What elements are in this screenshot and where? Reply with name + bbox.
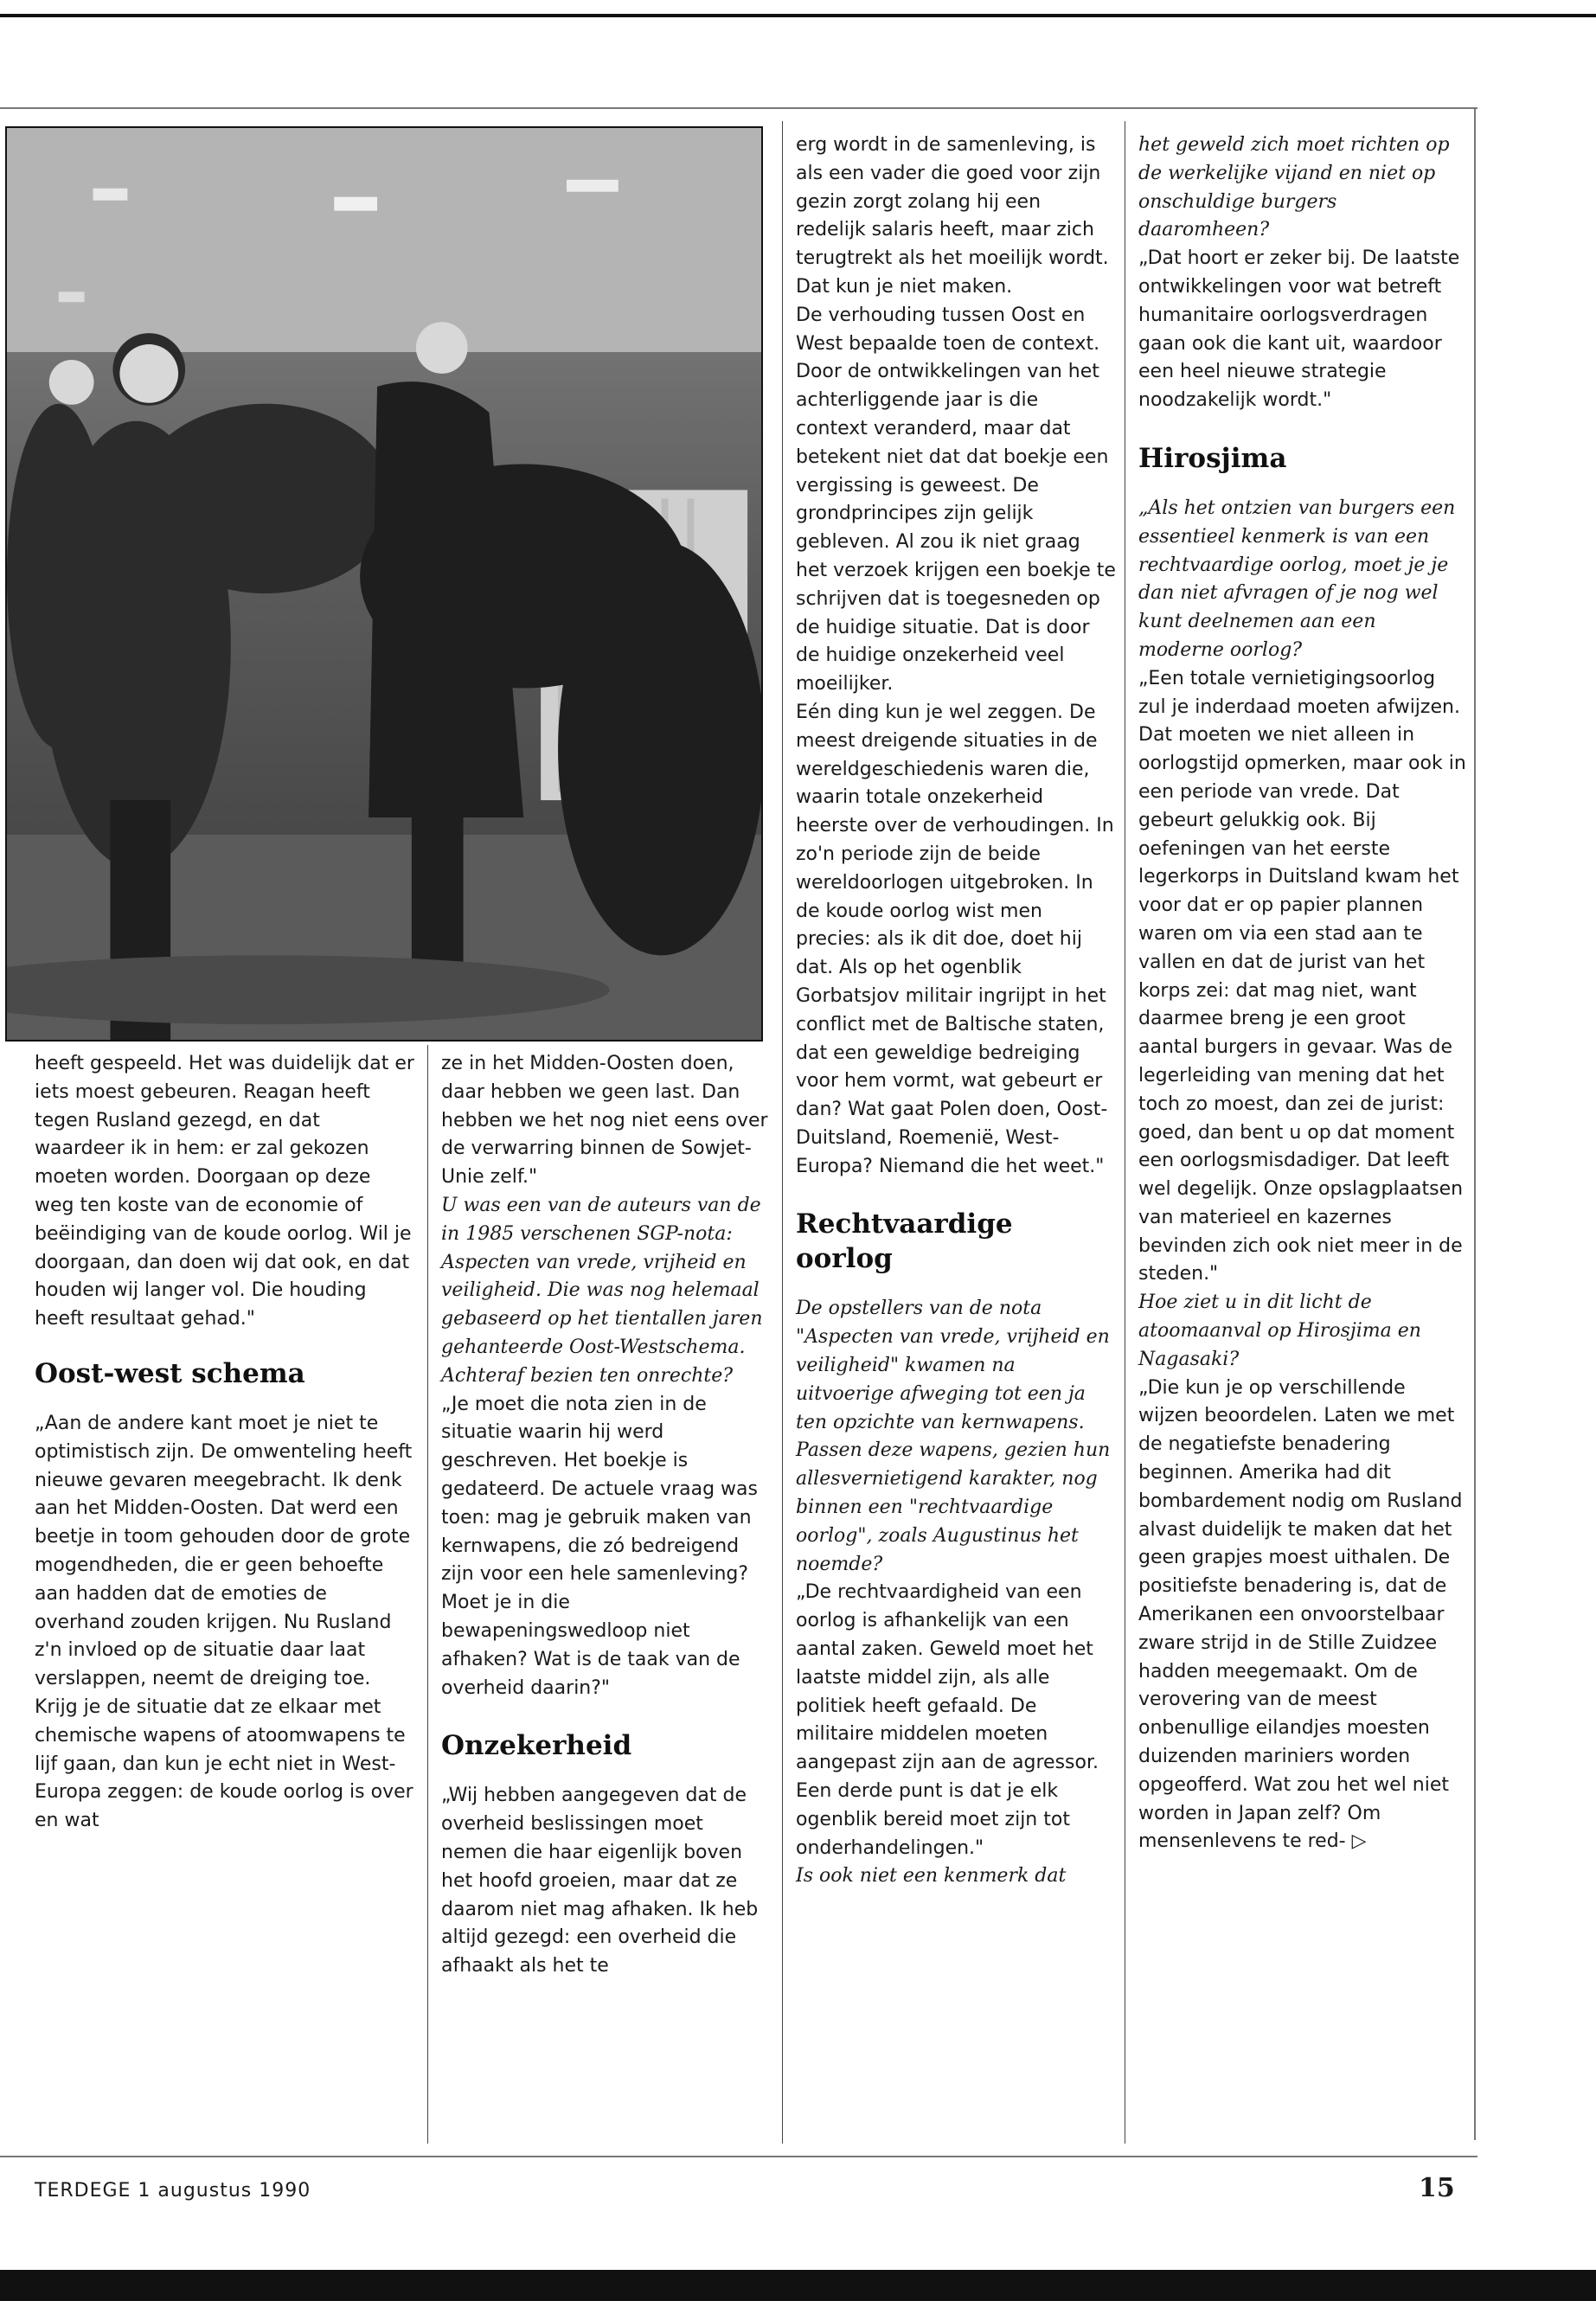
column-1: [35, 1050, 415, 1836]
publication-line: TERDEGE 1 augustus 1990: [35, 2180, 311, 2202]
heading-hirosjima: Hirosjima: [1138, 442, 1287, 474]
right-frame-rule: [1474, 109, 1476, 2140]
interview-question: Is ook niet een kenmerk dat: [796, 1865, 1067, 1888]
column-3-paragraph: erg wordt in de samenleving, is als een vader die goed voor zijn gezin zorgt zolang hij een redelijk salaris heeft, maar zich terugtrekt als het moeilijk wordt. Dat kun je niet maken.: [796, 134, 1109, 298]
header-rule: [0, 107, 1477, 109]
column-divider: [782, 121, 783, 2144]
photo-soldiers-with-duffel-bags: [5, 126, 763, 1042]
interview-answer: „Een totale vernietigingsoorlog zul je inderdaad moeten afwijzen. Dat moeten we niet alleen in oorlogstijd opmerken, maar ook in een periode van vrede. Dat gebeurt gelukkig ook. Bij oefeningen van het eerste legerkorps in Duitsland kwam het voor dat er op papier plannen waren om via een stad aan te vallen en dat de jurist van het korps zei: dat mag niet, want daarmee breng je een groot aantal burgers in gevaar. Was de legerleiding van mening dat het toch zo moest, dan zei de jurist: goed, dan bent u op dat moment een oorlogsmisdadiger. Dat leeft wel degelijk. Onze opslagplaatsen van materieel en kazernes bevinden zich ook niet meer in de steden.": [1138, 667, 1466, 1285]
column-divider: [427, 1045, 428, 2144]
column-2-body: „Wij hebben aangegeven dat de overheid beslissingen moet nemen die haar eigenlijk boven het hoofd groeien, maar dat ze daarom niet mag afhaken. Ik heb altijd gezegd: een overheid die afhaakt als het te: [441, 1785, 759, 1977]
interview-answer: „Je moet die nota zien in de situatie waarin hij werd geschreven. Het boekje is gedateerd. De actuele vraag was toen: mag je gebruik maken van kernwapens, die zó bedreigend zijn voor een hele samenleving? Moet je in die bewapeningswedloop niet afhaken? Wat is de taak van de overheid daarin?": [441, 1393, 758, 1699]
bottom-border: [0, 2270, 1596, 2301]
heading-onzekerheid: Onzekerheid: [441, 1730, 632, 1762]
interview-question: De opstellers van de nota "Aspecten van vrede, vrijheid en veiligheid" kwamen na uitvoerige afweging tot een ja ten opzichte van kernwapens. Passen deze wapens, gezien hun allesvernietigend karakter, nog binnen een "rechtvaardige oorlog", zoals Augustinus het noemde?: [796, 1298, 1111, 1575]
interview-question: „Als het ontzien van burgers een essentieel kenmerk is van een rechtvaardige oorlog, moet je je dan niet afvragen of je nog wel kunt deelnemen aan een moderne oorlog?: [1138, 497, 1456, 661]
interview-answer: „De rechtvaardigheid van een oorlog is afhankelijk van een aantal zaken. Geweld moet het laatste middel zijn, als alle politiek heeft gefaald. De militaire middelen moeten aangepast zijn aan de agressor. Een derde punt is dat je elk ogenblik bereid moet zijn tot onderhandelingen.": [796, 1581, 1099, 1859]
column-3: [796, 131, 1116, 1891]
column-1-body: „Aan de andere kant moet je niet te optimistisch zijn. De omwenteling heeft nieuwe gevaren meegebracht. Ik denk aan het Midden-Oosten. Dat werd een beetje in toom gehouden door de grote mogendheden, die er geen behoefte aan hadden dat de emoties de overhand zouden krijgen. Nu Rusland z'n invloed op de situatie daar laat verslappen, neemt de dreiging toe. Krijg je de situatie dat ze elkaar met chemische wapens of atoomwapens te lijf gaan, dan kun je echt niet in West-Europa zeggen: de koude oorlog is over en wat: [35, 1412, 413, 1832]
interview-question: het geweld zich moet richten op de werkelijke vijand en niet op onschuldige burgers daaromheen?: [1138, 134, 1450, 241]
column-2: [441, 1050, 770, 1981]
interview-question: U was een van de auteurs van de in 1985 verschenen SGP-nota: Aspecten van vrede, vrijheid en veiligheid. Die was nog helemaal gebaseerd op het tientallen jaren gehanteerde Oost-Westschema. Achteraf bezien ten onrechte?: [441, 1194, 763, 1387]
interview-answer: „Dat hoort er zeker bij. De laatste ontwikkelingen voor wat betreft humanitaire oorlogsverdragen gaan ook die kant uit, waardoor een heel nieuwe strategie noodzakelijk wordt.": [1138, 247, 1460, 412]
page-number: 15: [1419, 2173, 1455, 2203]
interview-question: Hoe ziet u in dit licht de atoomaanval op Hirosjima en Nagasaki?: [1138, 1292, 1421, 1370]
column-3-paragraph: De verhouding tussen Oost en West bepaalde toen de context. Door de ontwikkelingen van het achterliggende jaar is die context veranderd, maar dat betekent niet dat dat boekje een vergissing is geweest. De grondprincipes zijn gelijk gebleven. Al zou ik niet graag het verzoek krijgen een boekje te schrijven dat is toegesneden op de huidige situatie. Dat is door de huidige onzekerheid veel moeilijker.: [796, 304, 1116, 695]
heading-oost-west-schema: Oost-west schema: [35, 1357, 305, 1389]
heading-rechtvaardige-oorlog: Rechtvaardige oorlog: [796, 1208, 1013, 1275]
column-3-paragraph: Eén ding kun je wel zeggen. De meest dreigende situaties in de wereldgeschiedenis waren die, waarin totale onzekerheid heerste over de verhoudingen. In zo'n periode zijn de beide wereldoorlogen uitgebroken. In de koude oorlog wist men precies: als ik dit doe, doet hij dat. Als op het ogenblik Gorbatsjov militair ingrijpt in het conflict met de Baltische staten, dat een geweldige bedreiging voor hem vormt, wat gebeurt er dan? Wat gaat Polen doen, Oost-Duitsland, Roemenië, West-Europa? Niemand die het weet.": [796, 701, 1114, 1177]
footer-rule: [0, 2156, 1477, 2157]
column-4: [1138, 131, 1467, 1856]
top-border: [0, 14, 1596, 17]
interview-answer: „Die kun je op verschillende wijzen beoordelen. Laten we met de negatiefste benadering beginnen. Amerika had dit bombardement nodig om Rusland alvast duidelijk te maken dat het geen grapjes moest uithalen. De positiefste benadering is, dat de Amerikanen een onvoorstelbaar zware strijd in de Stille Zuidzee hadden meegemaakt. Om de verovering van de meest onbenullige eilandjes moesten duizenden mariniers worden opgeofferd. Wat zou het wel niet worden in Japan zelf? Om mensenlevens te red- ▷: [1138, 1376, 1463, 1853]
column-2-intro: ze in het Midden-Oosten doen, daar hebben we geen last. Dan hebben we het nog niet eens over de verwarring binnen de Sowjet-Unie zelf.": [441, 1053, 768, 1189]
column-1-intro: heeft gespeeld. Het was duidelijk dat er iets moest gebeuren. Reagan heeft tegen Rusland gezegd, en dat waardeer ik in hem: er zal gekozen moeten worden. Doorgaan op deze weg ten koste van de economie of beëindiging van de koude oorlog. Wil je doorgaan, dan doen wij dat ook, en dat houden wij langer vol. Die houding heeft resultaat gehad.": [35, 1053, 414, 1330]
